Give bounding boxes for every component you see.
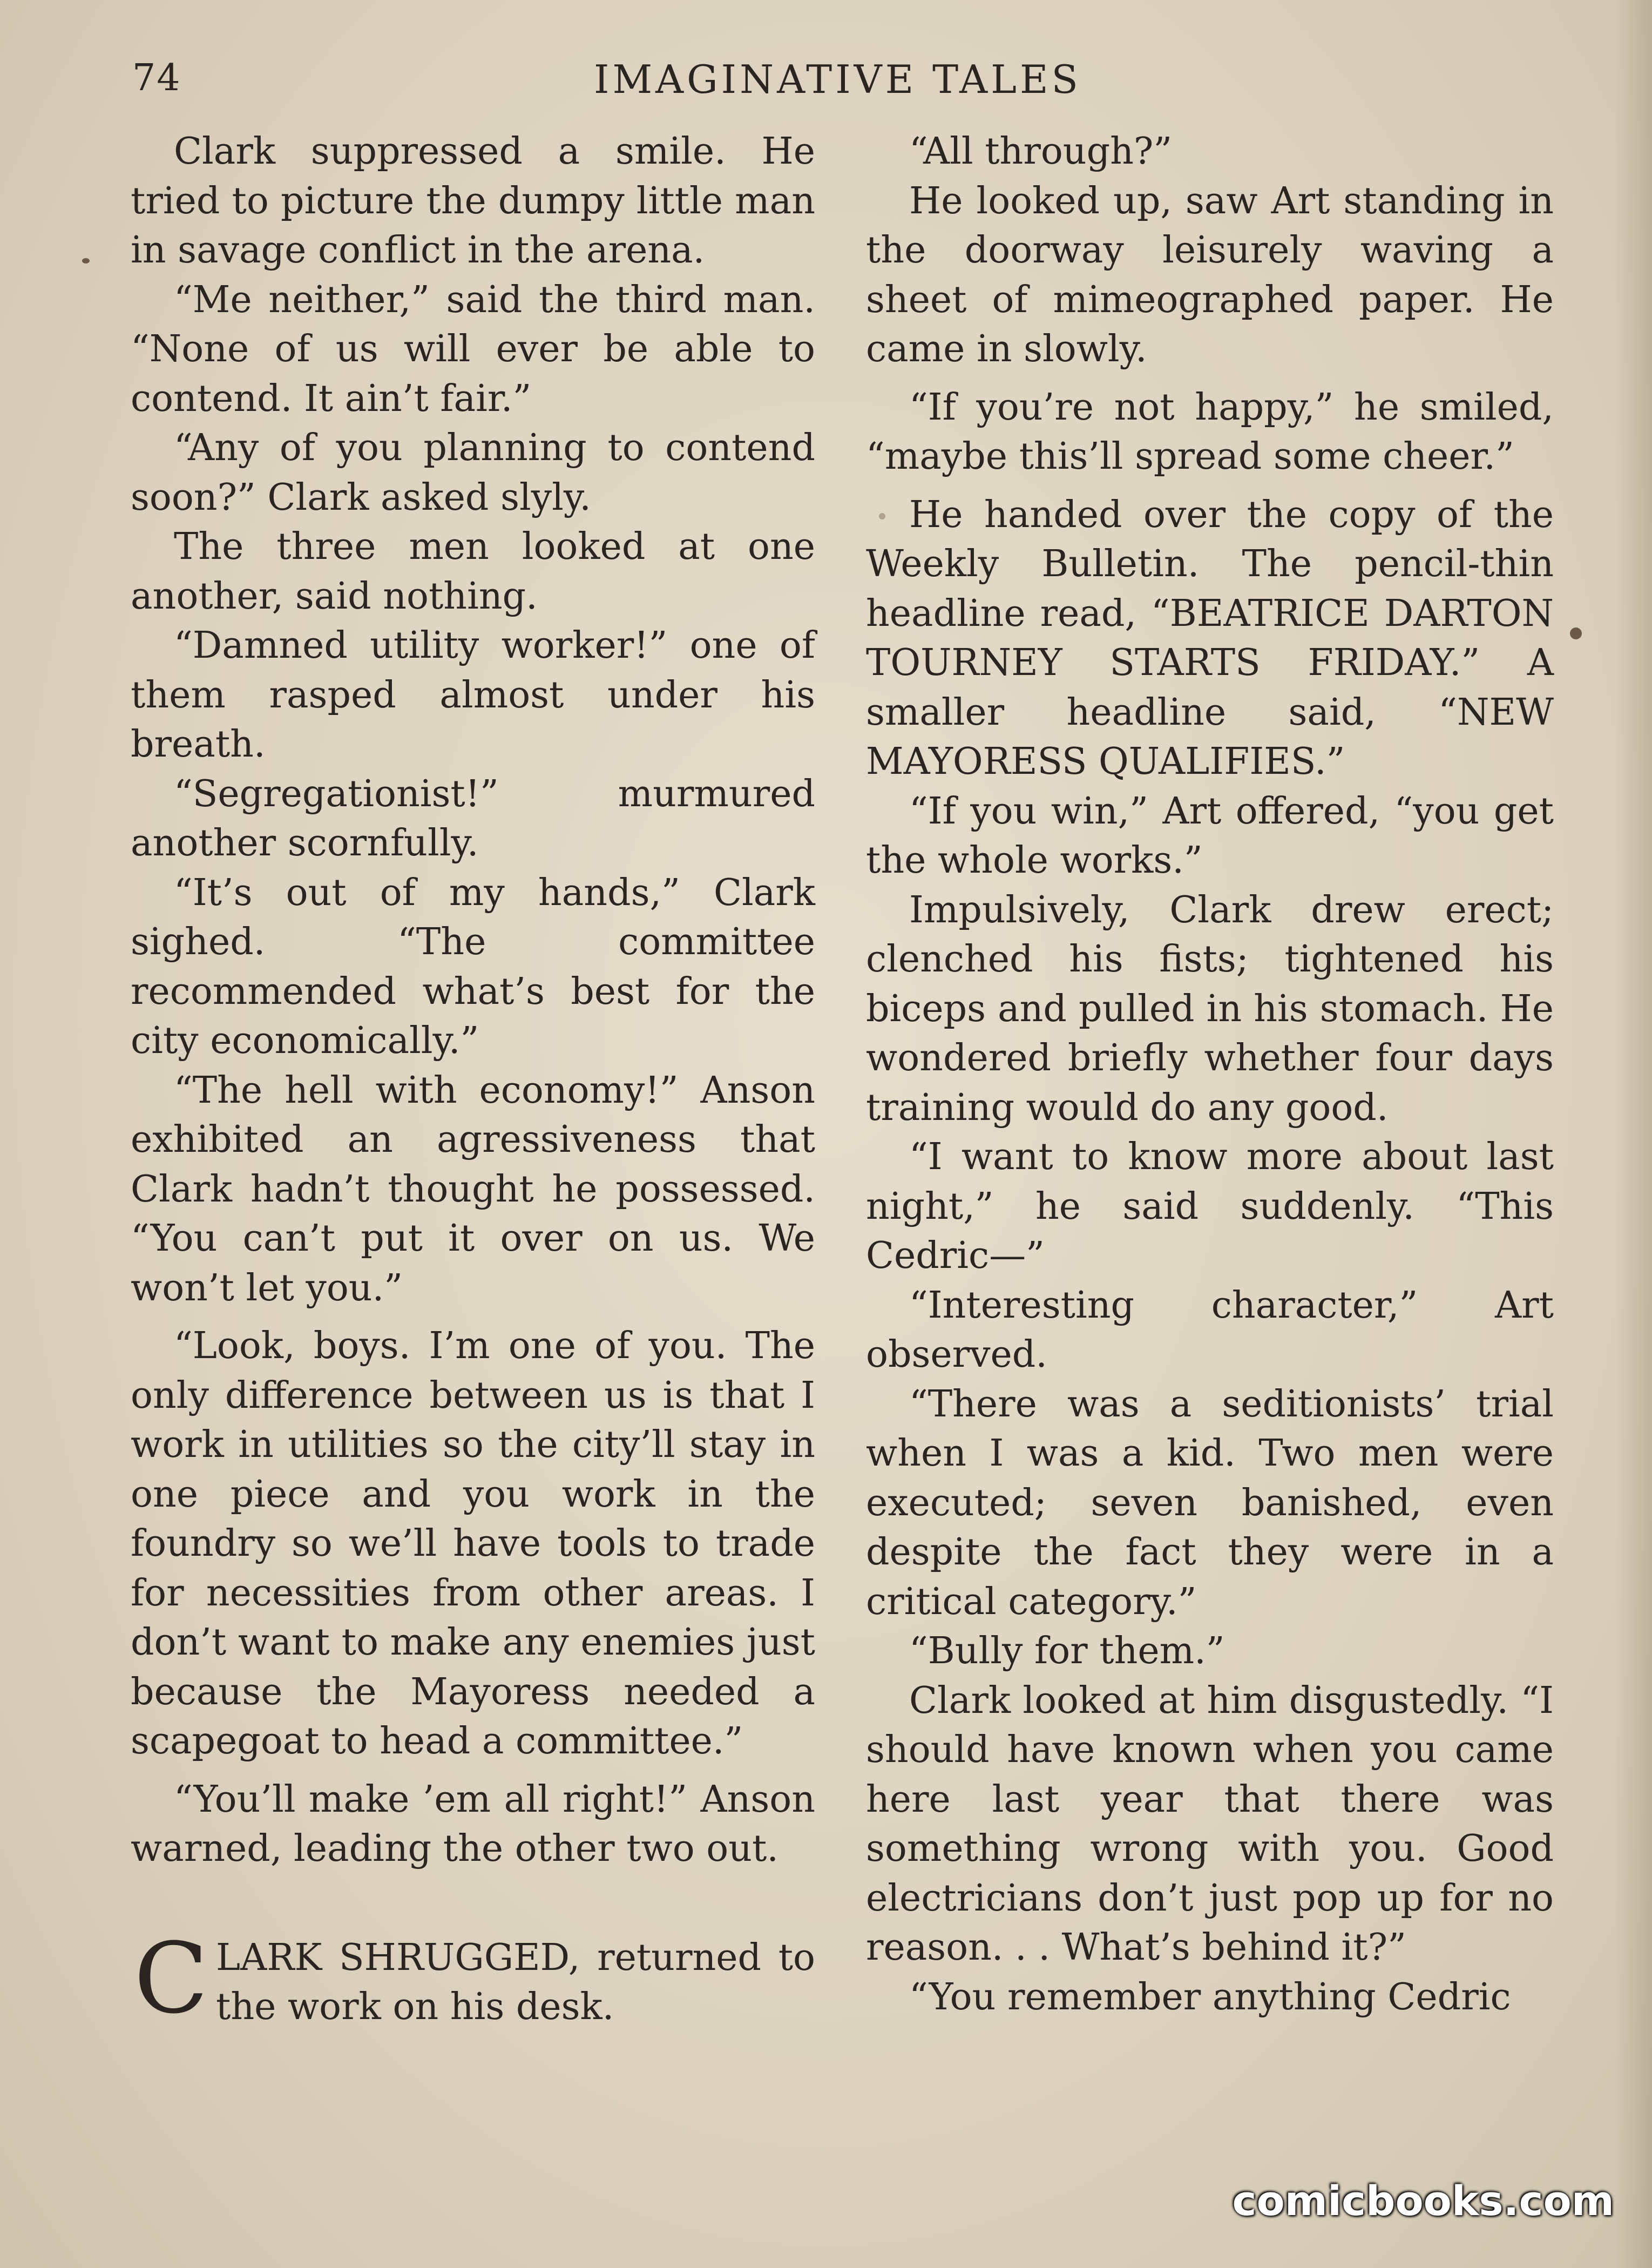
paragraph-gap [866, 374, 1554, 383]
paragraph: The three men looked at one another, said nothing. [131, 525, 815, 618]
left-column [131, 127, 815, 2035]
paragraph: “If you win,” Art offered, “you get the whole works.” [866, 789, 1554, 882]
paragraph: “You’ll make ’em all right!” Anson warned, leading the other two out. [131, 1778, 815, 1870]
paragraph: He looked up, saw Art standing in the doorway leisurely waving a sheet of mimeographed paper. He came in slowly. [866, 179, 1554, 370]
page-header [132, 57, 1136, 105]
paragraph: “Look, boys. I’m one of you. The only difference between us is that I work in utilities so the city’ll stay in one piece and you work in the foundry so we’ll have tools to trade for necessities from other areas. I don’t want to make any enemies just because the Mayoress needed a scapegoat to head a committee.” [131, 1325, 815, 1763]
section-opening-paragraph [131, 1922, 815, 2035]
paragraph: “All through?” [909, 130, 1173, 173]
paragraph: “Segregationist!” murmured another scornfully. [131, 772, 815, 865]
paragraph: “There was a seditionists’ trial when I was a kid. Two men were executed; seven banished, even despite the fact they were in a critical category.” [866, 1382, 1554, 1623]
paper-speck [82, 258, 90, 264]
section-break [131, 1874, 815, 1933]
page-edge-shadow [1614, 0, 1652, 2268]
paragraph-gap [131, 1313, 815, 1321]
paragraph: “If you’re not happy,” he smiled, “maybe this’ll spread some cheer.” [866, 386, 1554, 478]
right-column [866, 127, 1554, 2022]
paper-speck [879, 513, 885, 519]
paragraph: “Damned utility worker!” one of them rasped almost under his breath. [131, 624, 815, 766]
paper-speck [1570, 627, 1582, 639]
paragraph-gap [866, 482, 1554, 490]
page-number: 74 [132, 57, 181, 99]
paragraph: “You remember anything Cedric [909, 1975, 1511, 2019]
paragraph: He handed over the copy of the Weekly Bulletin. The pencil-thin headline read, “BEATRICE DARTON TOURNEY STARTS FRIDAY.” A smaller headline said, “NEW MAYORESS QUALIFIES.” [866, 493, 1554, 783]
paragraph: Clark suppressed a smile. He tried to picture the dumpy little man in savage conflict in the arena. [131, 130, 815, 272]
paragraph: “Interesting character,” Art observed. [866, 1284, 1554, 1376]
paragraph: “Me neither,” said the third man. “None of us will ever be able to contend. It ain’t fair.” [131, 278, 815, 420]
paragraph: Impulsively, Clark drew erect; clenched his fists; tightened his biceps and pulled in his stomach. He wondered briefly whether four days training would do any good. [866, 888, 1554, 1129]
paragraph-gap [131, 1766, 815, 1775]
paragraph: “Any of you planning to contend soon?” Clark asked slyly. [131, 427, 815, 519]
paragraph: Clark looked at him disgustedly. “I should have known when you came here last year that there was something wrong with you. Good electricians don’t just pop up for no reason. . . What’s behind it?” [866, 1679, 1554, 1969]
section-opening-text: LARK SHRUGGED, returned to the work on his desk. [216, 1936, 815, 2028]
running-title: IMAGINATIVE TALES [594, 57, 1081, 102]
paragraph: “It’s out of my hands,” Clark sighed. “The committee recommended what’s best for the city economically.” [131, 871, 815, 1062]
paragraph: “I want to know more about last night,” he said suddenly. “This Cedric—” [866, 1136, 1554, 1277]
drop-cap: C [134, 1922, 208, 2035]
paragraph: “The hell with economy!” Anson exhibited an agressiveness that Clark hadn’t thought he possessed. “You can’t put it over on us. We won’t let you.” [131, 1069, 815, 1310]
watermark-logo: comicbooks.com [1232, 2177, 1614, 2225]
paragraph: “Bully for them.” [909, 1630, 1225, 1672]
